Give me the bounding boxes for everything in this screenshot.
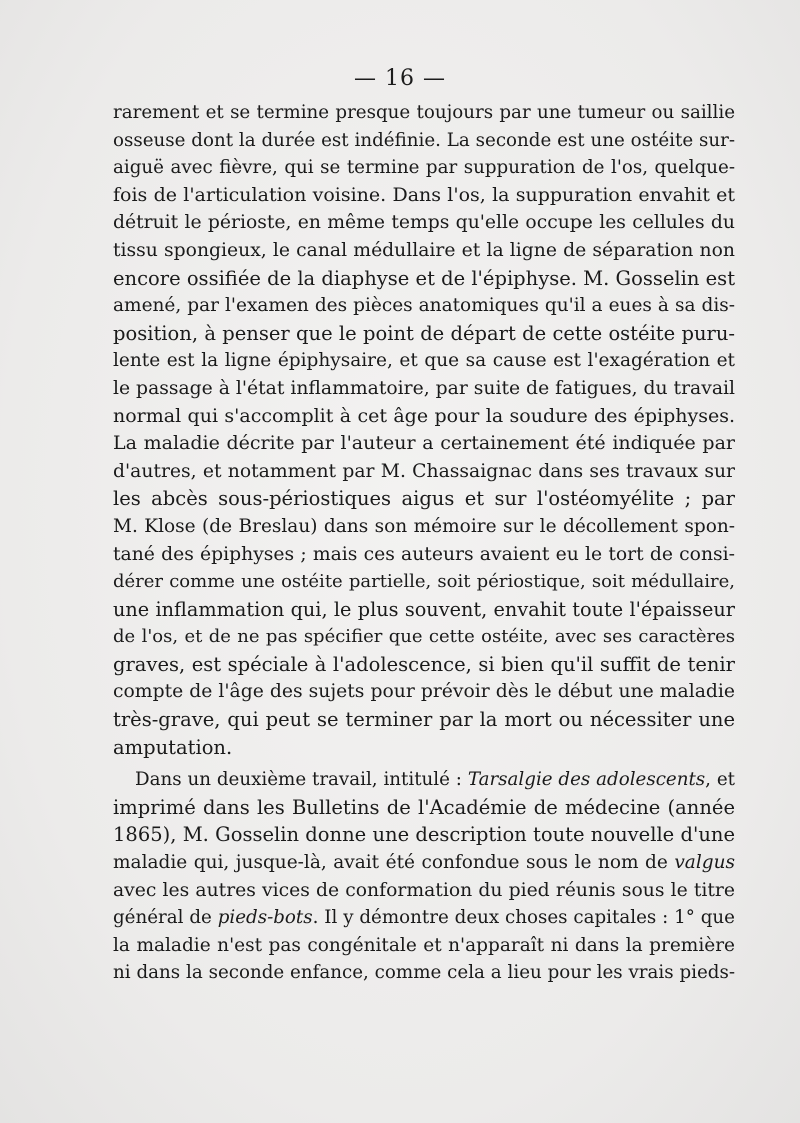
- text-line: 1865), M. Gosselin donne une description toute nouvelle d'une: [113, 823, 735, 847]
- text-line: dérer comme une ostéite partielle, soit périostique, soit médullaire,: [113, 571, 735, 593]
- text-line: osseuse dont la durée est indéfinie. La seconde est une ostéite sur-: [113, 129, 735, 151]
- text-line: graves, est spéciale à l'adolescence, si bien qu'il suffit de tenir: [113, 652, 735, 676]
- body-text: [113, 99, 735, 987]
- text-line: tissu spongieux, le canal médullaire et la ligne de séparation non: [113, 239, 735, 261]
- text-line: M. Klose (de Breslau) dans son mémoire sur le décollement spon-: [113, 515, 735, 537]
- text-line: général de pieds-bots. Il y démontre deux choses capitales : 1° que: [113, 907, 735, 929]
- text-line: rarement et se termine presque toujours par une tumeur ou saillie: [113, 102, 735, 123]
- text-line: le passage à l'état inflammatoire, par suite de fatigues, du travail: [113, 377, 735, 399]
- text-line: avec les autres vices de conformation du pied réunis sous le titre: [113, 879, 735, 901]
- text-line: une inflammation qui, le plus souvent, envahit toute l'épaisseur: [113, 597, 735, 621]
- paragraph-1: [113, 99, 735, 761]
- paragraph-2: [113, 766, 735, 987]
- text-line: Dans un deuxième travail, intitulé : Tarsalgie des adolescents, et: [135, 769, 735, 791]
- text-line: maladie qui, jusque-là, avait été confondue sous le nom de valgus: [113, 852, 735, 874]
- text-line: encore ossifiée de la diaphyse et de l'épiphyse. M. Gosselin est: [113, 266, 736, 290]
- text-line: amputation.: [113, 735, 233, 759]
- text-line: les abcès sous-périostiques aigus et sur l'ostéomyélite ; par: [113, 487, 735, 511]
- text-line: La maladie décrite par l'auteur a certainement été indiquée par: [113, 432, 735, 455]
- page-number: — 16 —: [354, 66, 446, 91]
- text-line: lente est la ligne épiphysaire, et que sa cause est l'exagération et: [113, 350, 735, 372]
- text-line: normal qui s'accomplit à cet âge pour la soudure des épiphyses.: [113, 404, 735, 427]
- text-line: compte de l'âge des sujets pour prévoir dès le début une maladie: [113, 681, 735, 703]
- text-line: imprimé dans les Bulletins de l'Académie de médecine (année: [113, 795, 735, 819]
- text-line: tané des épiphyses ; mais ces auteurs avaient eu le tort de consi-: [113, 543, 735, 565]
- text-line: détruit le périoste, en même temps qu'elle occupe les cellules du: [113, 212, 735, 234]
- text-line: aiguë avec fièvre, qui se termine par suppuration de l'os, quelque-: [113, 157, 735, 179]
- text-line: très-grave, qui peut se terminer par la mort ou nécessiter une: [113, 708, 735, 732]
- italic-term: valgus: [674, 852, 735, 874]
- text-line: fois de l'articulation voisine. Dans l'os, la suppuration envahit et: [113, 183, 735, 206]
- text-line: amené, par l'examen des pièces anatomiques qu'il a eues à sa dis-: [113, 295, 735, 317]
- text-line: la maladie n'est pas congénitale et n'apparaît ni dans la première: [113, 934, 735, 956]
- italic-term: pieds-bots: [217, 907, 313, 929]
- text-line: position, à penser que le point de départ de cette ostéite puru-: [113, 321, 735, 345]
- text-line: de l'os, et de ne pas spécifier que cette ostéite, avec ses caractères: [113, 626, 735, 648]
- text-line: d'autres, et notamment par M. Chassaignac dans ses travaux sur: [113, 460, 735, 482]
- text-line: ni dans la seconde enfance, comme cela a lieu pour les vrais pieds-: [113, 962, 735, 984]
- italic-title: Tarsalgie des adolescents: [467, 769, 706, 791]
